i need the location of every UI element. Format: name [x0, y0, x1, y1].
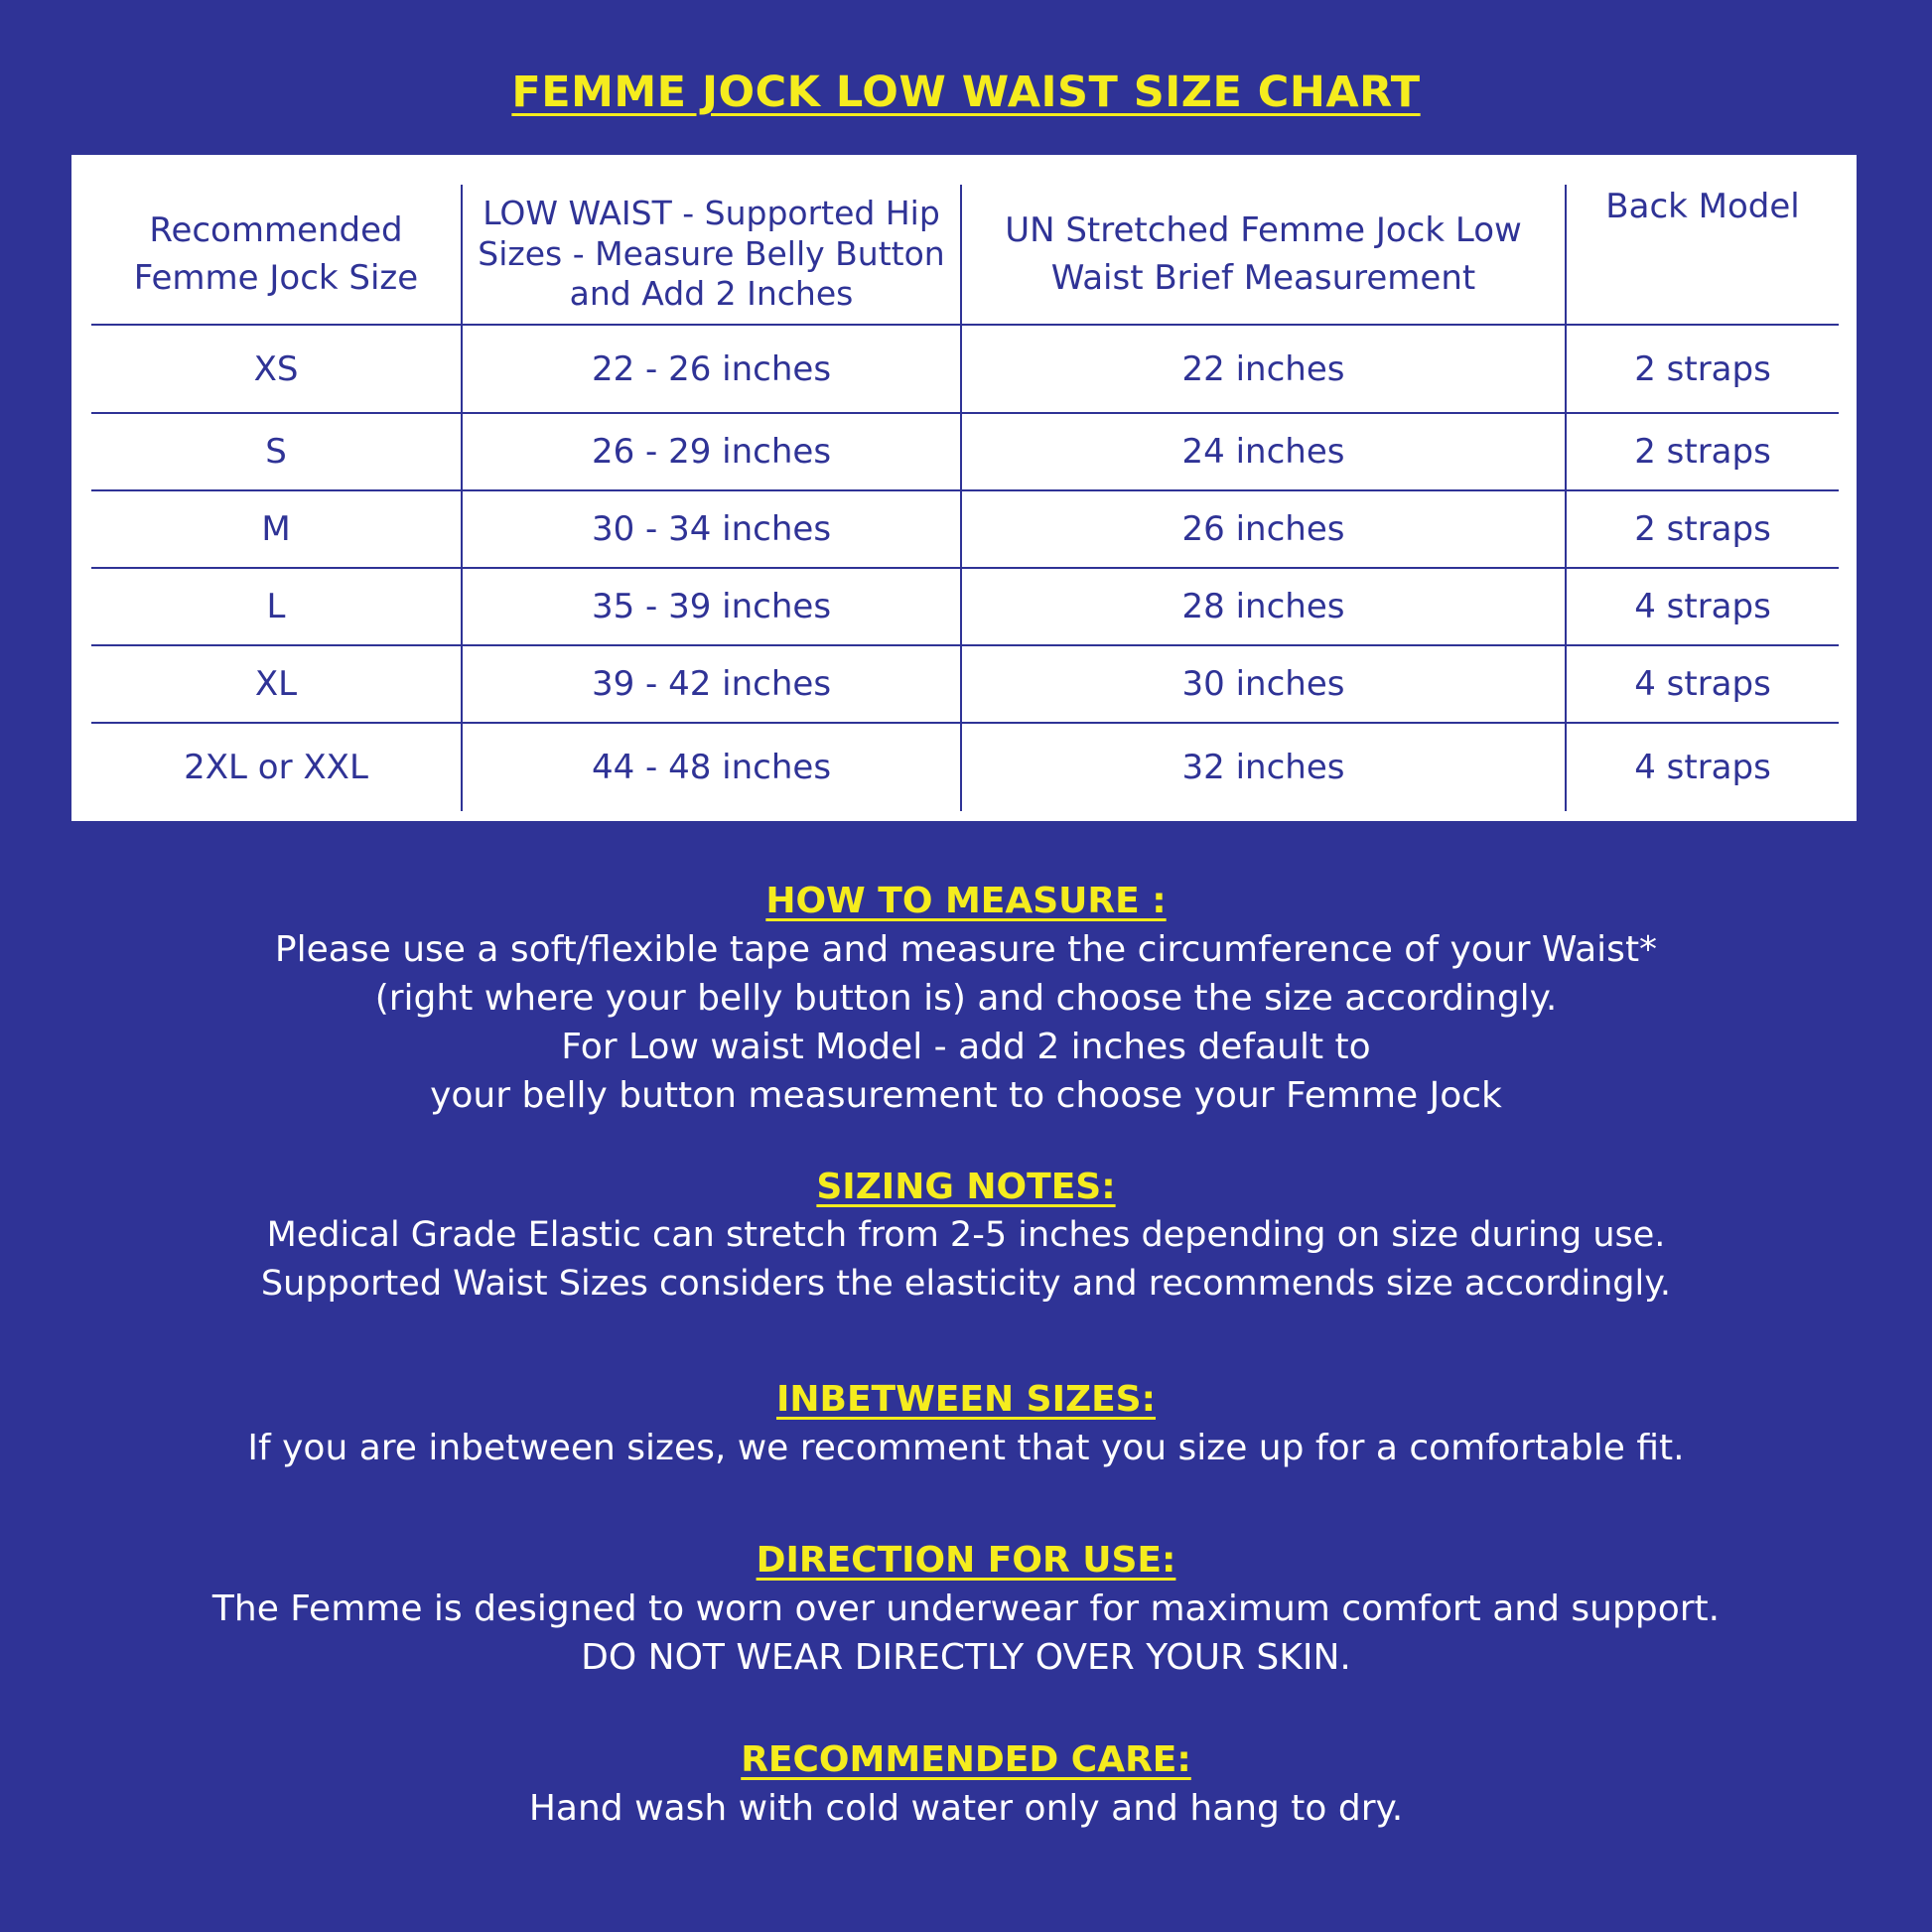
inbetween-sizes-heading: INBETWEEN SIZES:: [775, 1379, 1156, 1420]
header-supported-hip-sizes: LOW WAIST - Supported Hip Sizes - Measure Belly Button and Add 2 Inches: [462, 185, 961, 325]
chart-title-text: FEMME JOCK LOW WAIST SIZE CHART: [511, 68, 1421, 117]
cell-hip-range: 39 - 42 inches: [462, 645, 961, 723]
direction-for-use-line: The Femme is designed to worn over underwear for maximum comfort and support.: [211, 1588, 1721, 1629]
direction-for-use-line: DO NOT WEAR DIRECTLY OVER YOUR SKIN.: [581, 1637, 1351, 1678]
sizing-notes-heading: SIZING NOTES:: [816, 1167, 1116, 1207]
cell-back-model: 4 straps: [1566, 723, 1839, 811]
cell-back-model: 2 straps: [1566, 325, 1839, 413]
table-row: [91, 413, 1839, 490]
table-header-row: [91, 185, 1839, 325]
table-row: [91, 568, 1839, 645]
cell-size: 2XL or XXL: [184, 748, 368, 787]
cell-back-model: 4 straps: [1566, 568, 1839, 645]
cell-size: L: [91, 568, 462, 645]
sizing-notes-section: [0, 1164, 1932, 1309]
header-unstretched-measurement: UN Stretched Femme Jock Low Waist Brief Measurement: [961, 185, 1566, 325]
cell-size: S: [91, 413, 462, 490]
how-to-measure-line: For Low waist Model - add 2 inches default to: [561, 1027, 1371, 1067]
table-row: [91, 723, 1839, 811]
cell-size: M: [91, 490, 462, 568]
cell-back-model: 2 straps: [1566, 490, 1839, 568]
cell-back-model: 2 straps: [1566, 413, 1839, 490]
cell-brief-measurement: 24 inches: [961, 413, 1566, 490]
sizing-notes-line: Supported Waist Sizes considers the elasticity and recommends size accordingly.: [260, 1264, 1672, 1304]
size-table: [91, 185, 1839, 811]
cell-size: XL: [91, 645, 462, 723]
cell-hip-range: 35 - 39 inches: [462, 568, 961, 645]
inbetween-sizes-section: [0, 1376, 1932, 1472]
how-to-measure-line: (right where your belly button is) and choose the size accordingly.: [374, 978, 1558, 1019]
cell-size: XS: [91, 325, 462, 413]
size-table-card: [71, 155, 1857, 821]
cell-hip-range: 44 - 48 inches: [462, 723, 961, 811]
how-to-measure-section: [0, 878, 1932, 1120]
inbetween-sizes-line: If you are inbetween sizes, we recomment that you size up for a comfortable fit.: [247, 1428, 1685, 1468]
direction-for-use-section: [0, 1537, 1932, 1682]
sizing-notes-line: Medical Grade Elastic can stretch from 2-5 inches depending on size during use.: [266, 1215, 1666, 1255]
how-to-measure-line: Please use a soft/flexible tape and measure the circumference of your Waist*: [274, 929, 1658, 970]
cell-brief-measurement: 28 inches: [961, 568, 1566, 645]
how-to-measure-heading: HOW TO MEASURE :: [765, 881, 1167, 921]
cell-brief-measurement: 22 inches: [961, 325, 1566, 413]
cell-hip-range: 30 - 34 inches: [462, 490, 961, 568]
table-row: [91, 325, 1839, 413]
direction-for-use-heading: DIRECTION FOR USE:: [756, 1540, 1176, 1581]
cell-hip-range: 22 - 26 inches: [462, 325, 961, 413]
cell-hip-range: 26 - 29 inches: [462, 413, 961, 490]
how-to-measure-line: your belly button measurement to choose your Femme Jock: [430, 1075, 1502, 1116]
cell-brief-measurement: 26 inches: [961, 490, 1566, 568]
header-back-model: Back Model: [1566, 185, 1839, 325]
recommended-care-line: Hand wash with cold water only and hang to dry.: [528, 1788, 1404, 1829]
table-row: [91, 645, 1839, 723]
recommended-care-heading: RECOMMENDED CARE:: [741, 1739, 1191, 1780]
cell-back-model: 4 straps: [1566, 645, 1839, 723]
cell-brief-measurement: 32 inches: [961, 723, 1566, 811]
cell-brief-measurement: 30 inches: [961, 645, 1566, 723]
header-recommended-size: Recommended Femme Jock Size: [91, 185, 462, 325]
chart-title: [0, 68, 1932, 117]
table-row: [91, 490, 1839, 568]
recommended-care-section: [0, 1736, 1932, 1833]
